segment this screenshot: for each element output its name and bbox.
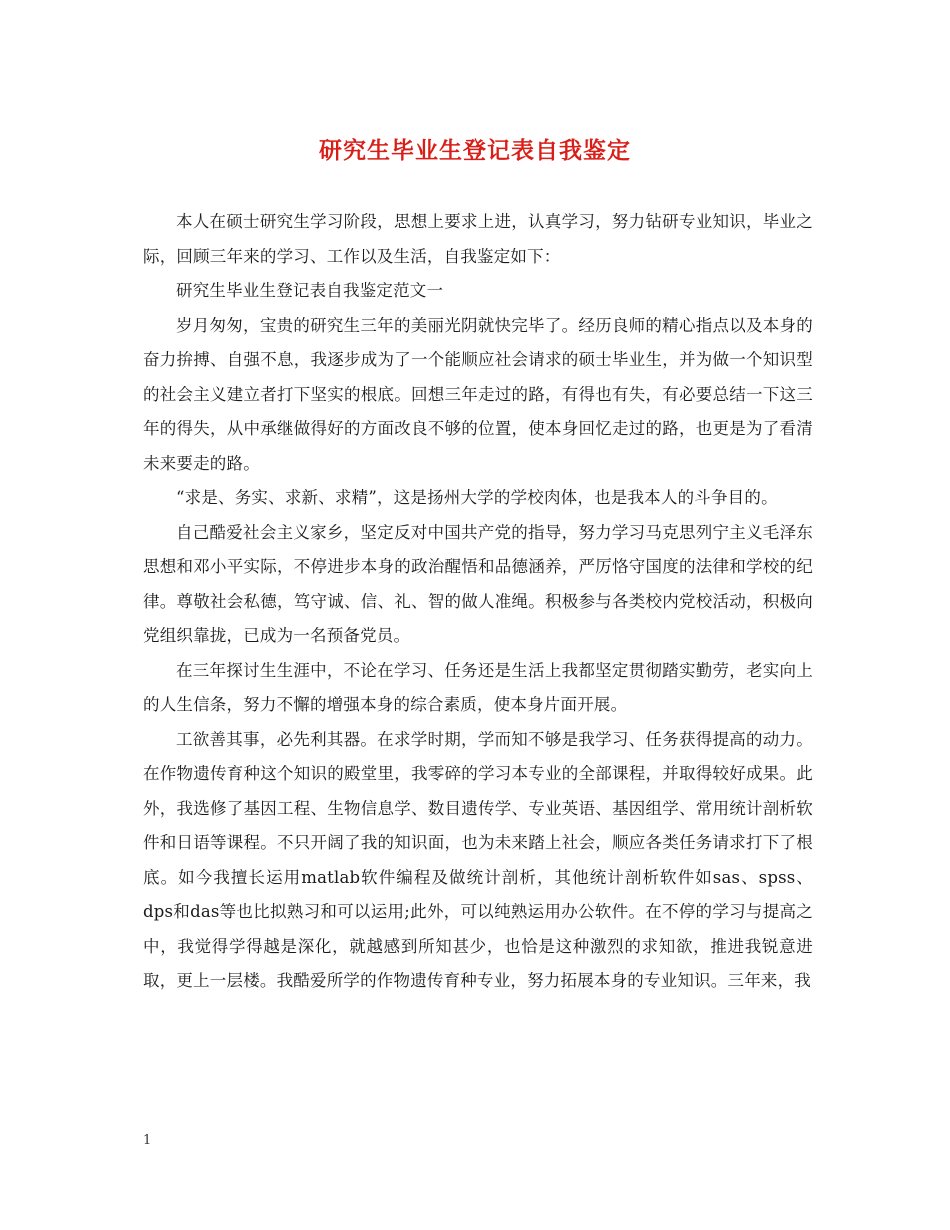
paragraph-study: 工欲善其事，必先利其器。在求学时期，学而知不够是我学习、任务获得提高的动力。在作物遗传育种这个知识的殿堂里，我零碎的学习本专业的全部课程，并取得较好成果。此外，我选修了基因工程、生物信息学、数目遗传学、专业英语、基因组学、常用统计剖析软件和日语等课程。不只开阔了我的知识面，也为未来踏上社会，顺应各类任务请求打下了根底。如今我擅长运用matlab软件编程及做统计剖析，其他统计剖析软件如sas、spss、dps和das等也比拟熟习和可以运用;此外，可以纯熟运用办公软件。在不停的学习与提高之中，我觉得学得越是深化，就越感到所知甚少，也恰是这种激烈的求知欲，推进我锐意进取，更上一层楼。我酷爱所学的作物遗传育种专业，努力拓展本身的专业知识。三年来，我 <box>143 729 813 990</box>
paragraph-intro: 本人在硕士研究生学习阶段，思想上要求上进，认真学习，努力钻研专业知识，毕业之际，回顾三年来的学习、工作以及生活，自我鉴定如下： <box>143 212 813 266</box>
paragraph-years: 岁月匆匆，宝贵的研究生三年的美丽光阴就快完毕了。经历良师的精心指点以及本身的奋力拚搏、自强不息，我逐步成为了一个能顺应社会请求的硕士毕业生，并为做一个知识型的社会主义建立者打下坚实的根底。回想三年走过的路，有得也有失，有必要总结一下这三年的得失，从中承继做得好的方面改良不够的位置，使本身回忆走过的路，也更是为了看清未来要走的路。 <box>143 315 813 473</box>
paragraph-life: 在三年探讨生生涯中，不论在学习、任务还是生活上我都坚定贯彻踏实勤劳，老实向上的人生信条，努力不懈的增强本身的综合素质，使本身片面开展。 <box>143 660 813 714</box>
paragraph-motto: “求是、务实、求新、求精”，这是扬州大学的学校肉体，也是我本人的斗争目的。 <box>176 488 778 507</box>
document-body <box>143 205 813 999</box>
document-title: 研究生毕业生登记表自我鉴定 <box>319 137 631 164</box>
paragraph-politics: 自己酷爱社会主义家乡，坚定反对中国共产党的指导，努力学习马克思列宁主义毛泽东思想和邓小平实际，不停进步本身的政治醒悟和品德涵养，严厉恪守国度的法律和学校的纪律。尊敬社会私德，笃守诚、信、礼、智的做人准绳。积极参与各类校内党校活动，积极向党组织靠拢，已成为一名预备党员。 <box>143 522 813 645</box>
paragraph-subtitle: 研究生毕业生登记表自我鉴定范文一 <box>176 281 444 300</box>
page-number: 1 <box>143 1133 152 1148</box>
